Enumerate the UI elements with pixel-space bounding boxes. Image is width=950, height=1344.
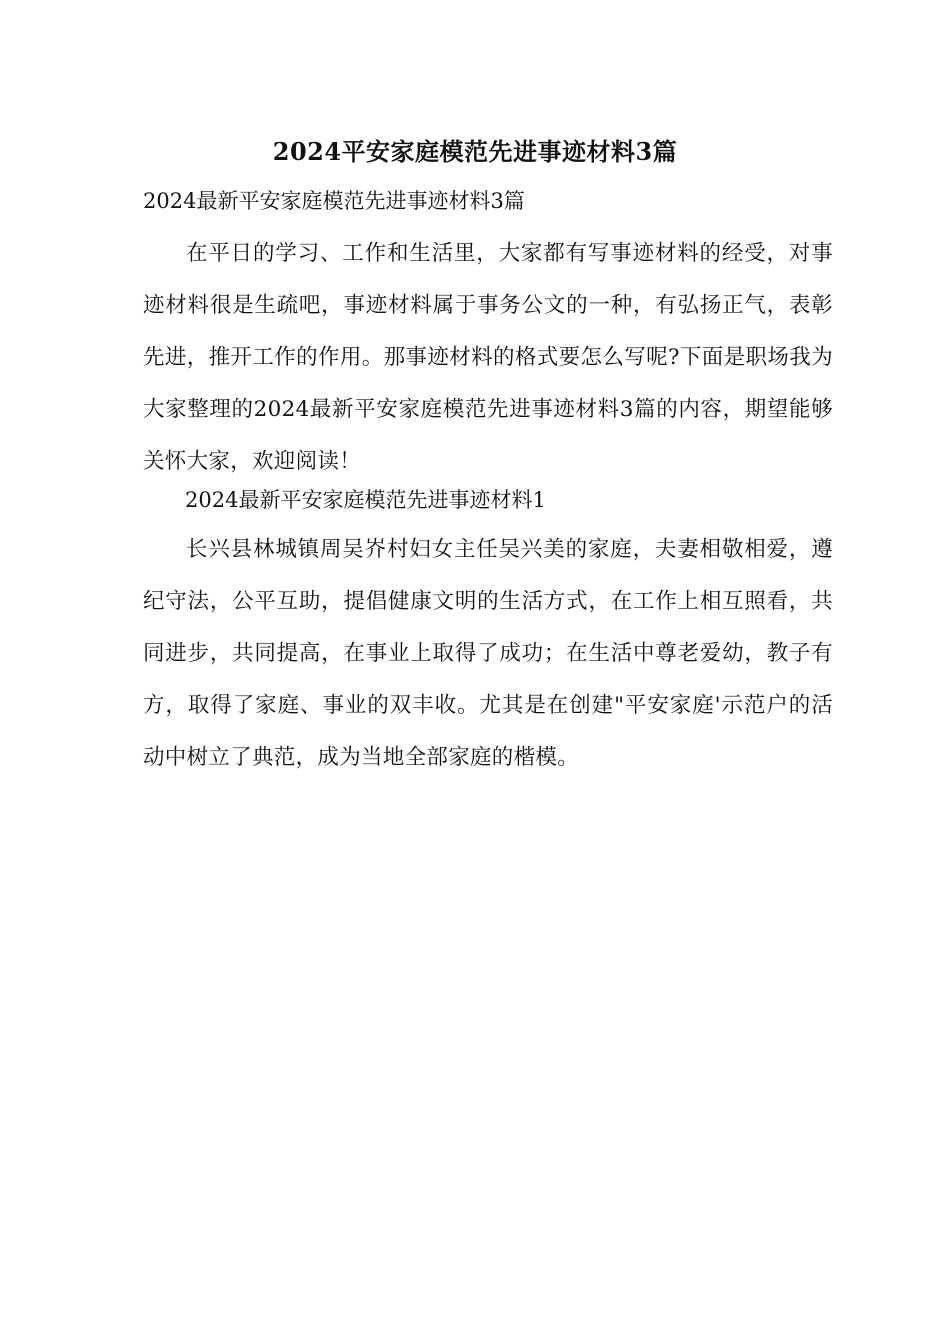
story-paragraph: 长兴县林城镇周吴岕村妇女主任吴兴美的家庭，夫妻相敬相爱，遵纪守法，公平互助，提倡健康文明的生活方式，在工作上相互照看，共同进步，共同提高，在事业上取得了成功；在生活中尊老爱幼，教子有方，取得了家庭、事业的双丰收。尤其是在创建"平安家庭'示范户的活动中树立了典范，成为当地全部家庭的楷模。 — [143, 537, 833, 770]
document-title: 2024平安家庭模范先进事迹材料3篇 — [272, 137, 678, 166]
document-subtitle: 2024最新平安家庭模范先进事迹材料3篇 — [143, 189, 525, 213]
intro-paragraph: 在平日的学习、工作和生活里，大家都有写事迹材料的经受，对事迹材料很是生疏吧，事迹材料属于事务公文的一种，有弘扬正气，表彰先进，推开工作的作用。那事迹材料的格式要怎么写呢?下面是职场我为大家整理的2024最新平安家庭模范先进事迹材料3篇的内容，期望能够关怀大家，欢迎阅读！ — [143, 241, 833, 474]
section-heading: 2024最新平安家庭模范先进事迹材料1 — [185, 488, 546, 512]
